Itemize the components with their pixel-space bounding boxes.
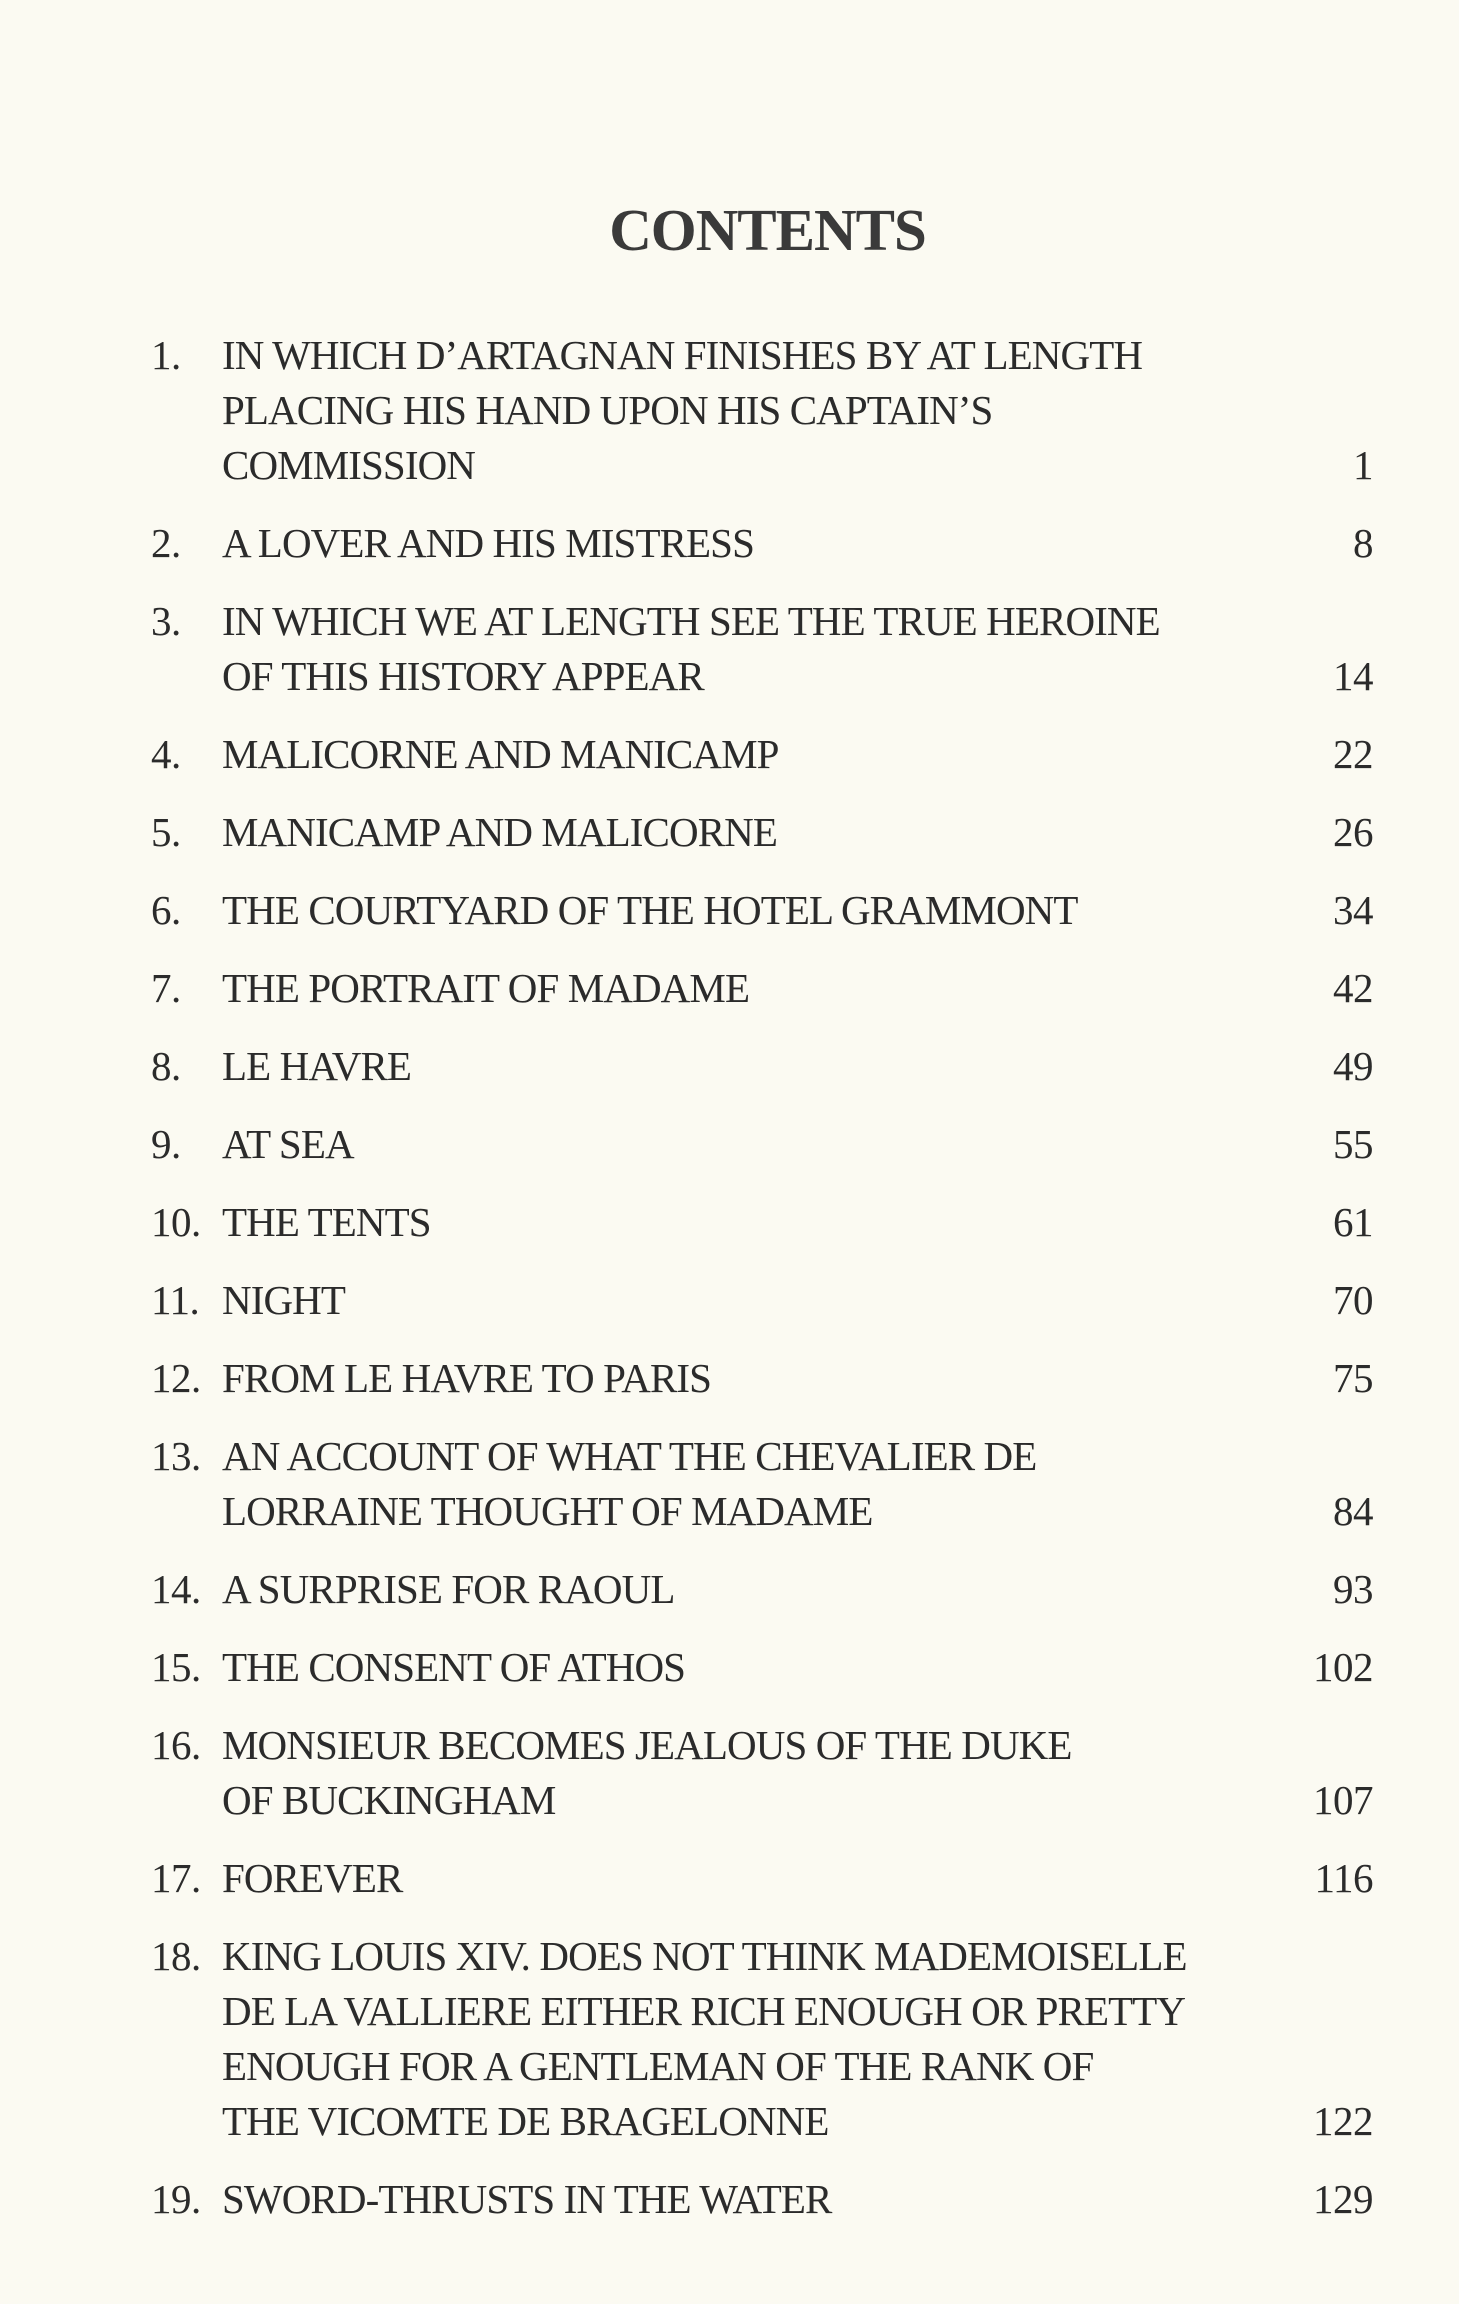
chapter-title-line: KING LOUIS XIV. DOES NOT THINK MADEMOISELLE: [222, 1933, 1187, 1979]
page-number: 8: [1353, 520, 1373, 566]
chapter-title-line: IN WHICH WE AT LENGTH SEE THE TRUE HEROINE: [222, 598, 1160, 644]
toc-entry: [151, 328, 1373, 493]
chapter-title-line: PLACING HIS HAND UPON HIS CAPTAIN’S: [222, 387, 993, 433]
page-number: 102: [1313, 1644, 1373, 1690]
chapter-title: [222, 1195, 1333, 1250]
page-number: 55: [1333, 1121, 1373, 1167]
chapter-number: 15.: [151, 1644, 201, 1690]
chapter-number: 7.: [151, 965, 181, 1011]
toc-entry: [151, 1562, 1373, 1617]
table-of-contents: [151, 328, 1373, 2250]
chapter-title: [222, 727, 1333, 782]
page-number: 107: [1313, 1777, 1373, 1823]
chapter-title-line: THE TENTS: [222, 1199, 431, 1245]
toc-entry: [151, 805, 1373, 860]
chapter-number: 5.: [151, 809, 181, 855]
page-number: 22: [1333, 731, 1373, 777]
chapter-title: [222, 1929, 1313, 2149]
page-number: 129: [1313, 2176, 1373, 2222]
chapter-title: [222, 1273, 1333, 1328]
chapter-number: 9.: [151, 1121, 181, 1167]
toc-entry: [151, 2172, 1373, 2227]
chapter-title-line: LE HAVRE: [222, 1043, 412, 1089]
chapter-title-line: FOREVER: [222, 1855, 403, 1901]
chapter-title: [222, 1851, 1315, 1906]
toc-entry: [151, 727, 1373, 782]
chapter-title: [222, 1039, 1333, 1094]
toc-entry: [151, 516, 1373, 571]
chapter-number: 16.: [151, 1722, 201, 1768]
chapter-number: 2.: [151, 520, 181, 566]
chapter-title-line: COMMISSION: [222, 442, 475, 488]
page-number: 75: [1333, 1355, 1373, 1401]
chapter-title-line: AN ACCOUNT OF WHAT THE CHEVALIER DE: [222, 1433, 1037, 1479]
chapter-title-line: THE VICOMTE DE BRAGELONNE: [222, 2098, 829, 2144]
chapter-number: 11.: [151, 1277, 200, 1323]
chapter-title-line: MONSIEUR BECOMES JEALOUS OF THE DUKE: [222, 1722, 1072, 1768]
chapter-number: 8.: [151, 1043, 181, 1089]
chapter-title-line: IN WHICH D’ARTAGNAN FINISHES BY AT LENGTH: [222, 332, 1143, 378]
chapter-number: 4.: [151, 731, 181, 777]
toc-entry: [151, 594, 1373, 704]
chapter-number: 6.: [151, 887, 181, 933]
chapter-title: [222, 328, 1353, 493]
chapter-title: [222, 1117, 1333, 1172]
chapter-title-line: ENOUGH FOR A GENTLEMAN OF THE RANK OF: [222, 2043, 1094, 2089]
toc-entry: [151, 1929, 1373, 2149]
toc-entry: [151, 1851, 1373, 1906]
page-number: 34: [1333, 887, 1373, 933]
chapter-title-line: DE LA VALLIERE EITHER RICH ENOUGH OR PRETTY: [222, 1988, 1186, 2034]
toc-entry: [151, 1273, 1373, 1328]
chapter-title-line: FROM LE HAVRE TO PARIS: [222, 1355, 712, 1401]
toc-entry: [151, 1429, 1373, 1539]
chapter-title-line: SWORD-THRUSTS IN THE WATER: [222, 2176, 832, 2222]
chapter-title-line: OF BUCKINGHAM: [222, 1777, 556, 1823]
chapter-title-line: LORRAINE THOUGHT OF MADAME: [222, 1488, 873, 1534]
chapter-title-line: MANICAMP AND MALICORNE: [222, 809, 778, 855]
chapter-title: [222, 1640, 1313, 1695]
chapter-title-line: NIGHT: [222, 1277, 346, 1323]
chapter-title: [222, 883, 1333, 938]
chapter-title-line: THE PORTRAIT OF MADAME: [222, 965, 750, 1011]
chapter-number: 14.: [151, 1566, 201, 1612]
toc-entry: [151, 1039, 1373, 1094]
page-number: 26: [1333, 809, 1373, 855]
chapter-title: [222, 1718, 1313, 1828]
chapter-title: [222, 1429, 1333, 1539]
chapter-title-line: OF THIS HISTORY APPEAR: [222, 653, 704, 699]
toc-entry: [151, 1718, 1373, 1828]
chapter-title: [222, 2172, 1313, 2227]
chapter-title: [222, 805, 1333, 860]
chapter-title-line: THE COURTYARD OF THE HOTEL GRAMMONT: [222, 887, 1078, 933]
page-number: 116: [1314, 1855, 1373, 1901]
chapter-number: 19.: [151, 2176, 201, 2222]
page-number: 61: [1333, 1199, 1373, 1245]
page-number: 93: [1333, 1566, 1373, 1612]
chapter-number: 13.: [151, 1433, 201, 1479]
chapter-title-line: AT SEA: [222, 1121, 354, 1167]
chapter-number: 18.: [151, 1933, 201, 1979]
chapter-title: [222, 594, 1333, 704]
chapter-title: [222, 1562, 1333, 1617]
page-number: 49: [1333, 1043, 1373, 1089]
chapter-title-line: A SURPRISE FOR RAOUL: [222, 1566, 675, 1612]
chapter-title: [222, 961, 1333, 1016]
page-number: 14: [1333, 653, 1373, 699]
chapter-number: 17.: [151, 1855, 201, 1901]
page-number: 122: [1313, 2098, 1373, 2144]
page-number: 42: [1333, 965, 1373, 1011]
chapter-number: 1.: [151, 332, 181, 378]
toc-entry: [151, 1640, 1373, 1695]
chapter-title-line: A LOVER AND HIS MISTRESS: [222, 520, 754, 566]
chapter-number: 12.: [151, 1355, 201, 1401]
chapter-title: [222, 1351, 1333, 1406]
toc-entry: [151, 1117, 1373, 1172]
chapter-title-line: THE CONSENT OF ATHOS: [222, 1644, 686, 1690]
chapter-title: [222, 516, 1353, 571]
page-number: 84: [1333, 1488, 1373, 1534]
page-title: CONTENTS: [609, 197, 926, 263]
chapter-title-line: MALICORNE AND MANICAMP: [222, 731, 779, 777]
page-number: 70: [1333, 1277, 1373, 1323]
chapter-number: 3.: [151, 598, 181, 644]
toc-entry: [151, 883, 1373, 938]
toc-entry: [151, 961, 1373, 1016]
page-number: 1: [1353, 442, 1373, 488]
toc-entry: [151, 1195, 1373, 1250]
chapter-number: 10.: [151, 1199, 201, 1245]
toc-entry: [151, 1351, 1373, 1406]
